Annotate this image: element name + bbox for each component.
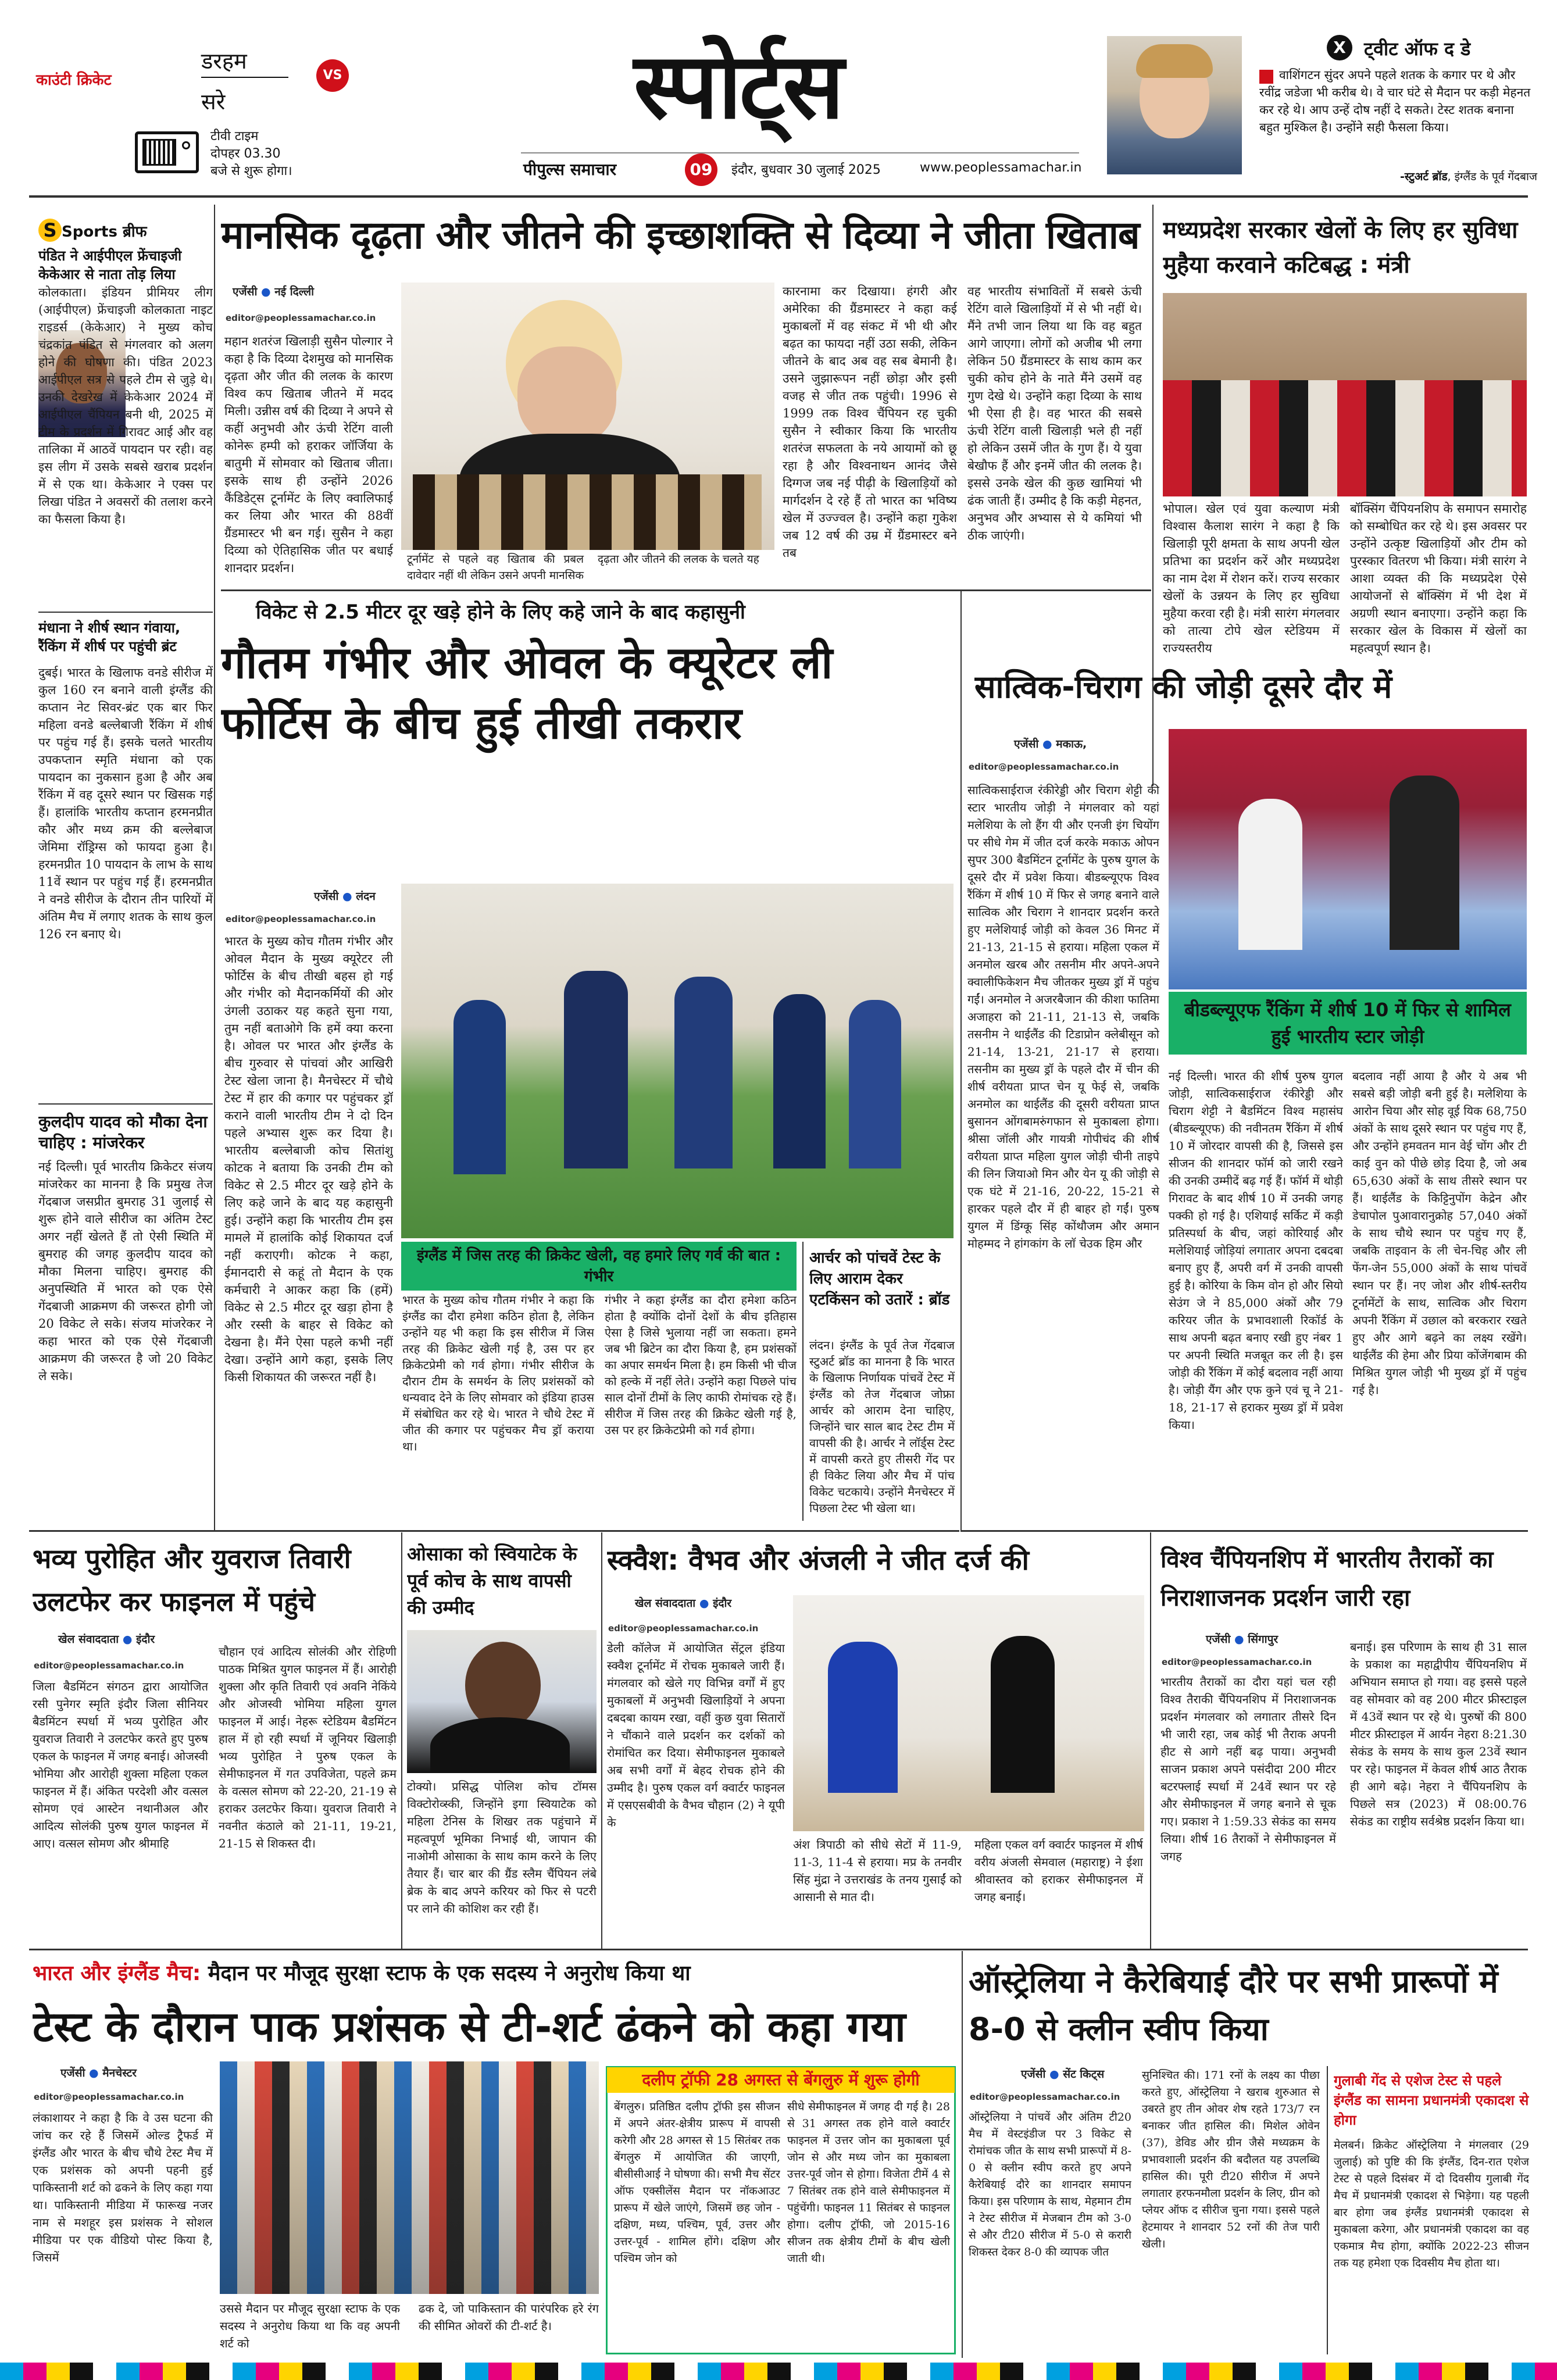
divya-column-3: वह भारतीय संभावितों में सबसे ऊंची रेटिंग वाले खिलाड़ियों में से भी नहीं थे। मैंने तभी जान लिया था कि वह बहुत आगे जाएगा। लोगों को अजीब भी लगा लेकिन 50 ग्रैंडमास्टर के साथ काम कर चुकी कोच होने के नाते मैंने उसमें वह गुण देखे थे। उन्होंने कहा दिव्या के साथ भी ऐसा ही है। वह भारत की सबसे ऊंची रेटिंग वाली खिलाड़ी भले ही नहीं हो लेकिन उसमें जीत के गुण हैं। ये युवा बेखौफ हैं और इनमें जीत की ललक है। इससे उनके खेल की कुछ खामियां भी ढंक जाती हैं। उम्मीद है कि कड़ी मेहनत, अनुभव और अभ्यास से ये कमियां भी ठीक जाएंगी। — [967, 284, 1142, 542]
brief-text-1: कोलकाता। इंडियन प्रीमियर लीग (आईपीएल) फ्रेंचाइजी कोलकाता नाइट राइडर्स (केकेआर) ने मुख्य कोच चंद्रकांत पंडित से मंगलवार को अलग होने की घोषणा की। पंडित 2023 आईपीएल सत्र से पहले टीम से जुड़े थे। उनकी देखरेख में केकेआर 2024 में आईपीएल चैंपियन बनी थी, 2025 में टीम के प्रदर्शन में गिरावट आई और वह तालिका में आठवें पायदान पर रही। वह इस लीग में उसके सबसे खराब प्रदर्शन में से एक था। केकेआर ने एक्स पर लिखा पंडित ने अवसरों की तलाश करने का फैसला किया है। — [38, 285, 213, 526]
dateline: इंदौर, बुधवार 30 जुलाई 2025 — [731, 163, 881, 177]
tshirt-byline-place: मैनचेस्टर — [102, 2067, 137, 2079]
gambhir-quote-column-2: गंभीर ने कहा इंग्लैंड का दौरा हमेशा कठिन होता है क्योंकि दोनों देशों के बीच इतिहास ऐसा है जिसे भुलाया नहीं जा सकता। हमने जब भी ब्रिटेन का दौरा किया है, हम प्रशंसकों का अपार समर्थन मिला है। हम किसी भी चीज को हल्के में नहीं लेते। उन्होंने कहा पिछले पांच साल दोनों टीमों के लिए काफी रोमांचक रहे हैं। सीरीज में जिस तरह की क्रिकेट खेली गई है, उस पर हर क्रिकेटप्रेमी को गर्व होगा। — [605, 1293, 797, 1437]
section-title: स्पोर्ट्स — [634, 33, 842, 139]
westindies-email: editor@peoplessamachar.co.in — [970, 2092, 1120, 2102]
county-cricket-label: काउंटी क्रिकेट — [36, 72, 112, 89]
divya-caption: टूर्नामेंट से पहले वह खिताब की प्रबल दावेदार नहीं थी लेकिन उसने अपनी मानसिक दृढ़ता और जीतने की ललक के चलते यह — [407, 553, 759, 582]
satwik-divider — [960, 591, 962, 1530]
squash-email: editor@peoplessamachar.co.in — [608, 1623, 759, 1634]
masthead-bar — [521, 152, 1079, 153]
badminton-column-1: जिला बैडमिंटन संगठन द्वारा आयोजित रसी पुनेगर स्मृति इंदौर जिला सीनियर बैडमिंटन स्पर्धा में भव्य पुरोहित और युवराज तिवारी ने उलटफेर करते हुए पुरुष एकल के फाइनल में जगह बनाई। ओजस्वी भोमिया और आरोही शुक्ला महिला एकल फाइनल में हैं। अंकित परदेशी और वत्सल सोमण एवं आस्टेन नथानीअल और आदित्य सोलंकी पुरुष युगल फाइनल में आए। वत्सल सोमण और श्रीमाहि — [33, 1679, 208, 1850]
osaka-divider — [601, 1532, 602, 1949]
team-divider — [201, 77, 288, 78]
badminton-headline: भव्य पुरोहित और युवराज तिवारी उलटफेर कर फाइनल में पहुंचे — [33, 1543, 351, 1617]
color-registration-bar — [0, 2363, 1557, 2380]
mp-headline: मध्यप्रदेश सरकार खेलों के लिए हर सुविधा मुहैया करवाने कटिबद्ध : मंत्री — [1163, 217, 1518, 278]
tv-time-line-1: टीवी टाइम — [210, 129, 259, 144]
satwik-column-1: सात्विकसाईराज रंकीरेड्डी और चिराग शेट्टी की स्टार भारतीय जोड़ी ने मंगलवार को यहां मलेशिया के लो हैंग यी और एनजी इंग चियोंग पर सीधे गेम में जीत दर्ज करके मकाऊ ओपन सुपर 300 बैडमिंटन टूर्नामेंट के पुरुष युगल के दूसरे दौर में प्रवेश किया। बीडब्ल्यूएफ विश्व रैंकिंग में शीर्ष 10 में फिर से जगह बनाने वाले सात्विक और चिराग ने शानदार प्रदर्शन करते हुए मलेशियाई जोड़ी को केवल 36 मिनट में 21-13, 21-15 से हराया। महिला एकल में अनमोल खरब और तसनीम मीर अपने-अपने क्वालीफिकेशन मैच जीतकर मुख्य ड्रॉ में पहुंच गईं। अनमोल ने अजरबैजान की कीशा फातिमा अजाहरा को 21-11, 21-13 से, जबकि तसनीम ने थाईलैंड की टिडाप्रोन क्लेबीसून को 21-14, 13-21, 21-17 से हराया। तसनीम का मुख्य ड्रॉ के पहले दौर में चीन की शीर्ष वरीयता प्राप्त चेन यू फेई से, जबकि अनमोल का थाईलैंड की दूसरी वरीयता प्राप्त बुसानन ओंगबामरुंगफान से मुकाबला होगा। श्रीसा जॉली और गायत्री गोपीचंद की शीर्ष वरीयता प्राप्त महिला युगल जोड़ी चीनी ताइपे की लिन जियाओ मिन और येन यू की जोड़ी से एक घंटे में 21-16, 20-22, 15-21 से हारकर पहले दौर में ही बाहर हो गईं। पुरुष युगल में डिंग्कू सिंह कोंथौजम और अमान मोहम्मद ने हांगकांग के लाॅ चेउक हिम और — [967, 783, 1159, 1250]
badminton-byline-agency: खेल संवाददाता — [58, 1633, 119, 1646]
sports-brief — [29, 205, 213, 1530]
x-logo-icon: X — [1327, 35, 1352, 60]
satwik-headline: सात्विक-चिराग की जोड़ी दूसरे दौर में — [974, 669, 1392, 705]
squash-column-3: महिला एकल वर्ग क्वार्टर फाइनल में शीर्ष वरीय अंजली सेमवाल (महाराष्ट्र) ने ईशा श्रीवास्तव को हराकर सेमीफाइनल में जगह बनाई। — [974, 1838, 1143, 1904]
satwik-column-2: नई दिल्ली। भारत की शीर्ष पुरुष युगल जोड़ी, सात्विकसाईराज रंकीरेड्डी और चिराग शेट्टी ने बैडमिंटन विश्व महासंघ (बीडब्ल्यूएफ) की नवीनतम रैंकिंग में शीर्ष 10 में जोरदार वापसी की है, जिससे इस सीजन की शानदार फॉर्म को जारी रखने की उनकी उम्मीदें बढ़ गई हैं। फॉर्म में थोड़ी गिरावट के बाद शीर्ष 10 में उनकी जगह पक्की हो गई है। एशियाई सर्किट में कड़ी प्रतिस्पर्धा के बीच, जहां कोरियाई और मलेशियाई जोड़ियां लगातार अपना दबदबा बनाए हुए हैं, अपरी वर्ग में उनकी वापसी हुई है। कोरिया के किम वोन हो और सियो सेउंग जे ने 85,000 अंकों और 79 करियर जीत के प्रभावशाली रिकॉर्ड के साथ अपनी बढ़त बनाए रखी हुए नंबर 1 पर अपनी स्थिति मजबूत कर ली है। इस जोड़ी की रैंकिंग में कोई बदलाव नहीं आया है। जोड़ी यैंग और एफ कुने एवं चू ने 21-18, 21-17 से हराकर मुख्य ड्रॉ में प्रवेश किया। — [1169, 1069, 1343, 1432]
tv-time-line-2: दोपहर 03.30 — [210, 146, 281, 161]
westindies-byline-place: सेंट किट्स — [1063, 2068, 1105, 2081]
squash-divider — [1150, 1532, 1151, 1949]
tshirt-kicker-rest: मैदान पर मौजूद सुरक्षा स्टाफ के एक सदस्य ने अनुरोध किया था — [208, 1961, 691, 1985]
swim-byline-place: सिंगापुर — [1248, 1633, 1279, 1646]
brief-tag-text: Sports ब्रीफ — [62, 223, 147, 241]
divya-email: editor@peoplessamachar.co.in — [226, 313, 376, 323]
tshirt-kicker — [33, 1958, 691, 1986]
westindies-byline-agency: एजेंसी — [1021, 2068, 1046, 2081]
gambhir-column-1: भारत के मुख्य कोच गौतम गंभीर और ओवल मैदान के मुख्य क्यूरेटर ली फोर्टिस के बीच तीखी बहस हो गई और गंभीर को मैदानकर्मियों की ओर उंगली उठाकर यह कहते सुना गया, तुम नहीं बताओगे कि हमें क्या करना है। ओवल पर भारत और इंग्लैंड के बीच गुरुवार से पांचवां और आखिरी टेस्ट खेला जाना है। मैनचेस्टर में चौथे टेस्ट में हार की कगार पर पहुंचकर ड्रॉ कराने वाली भारतीय टीम ने दो दिन पहले अभ्यास शुरू कर दिया है। भारतीय बल्लेबाजी कोच सितांशु कोटक ने बताया कि उनकी टीम को विकेट से 2.5 मीटर दूर खड़े होने के लिए कहे जाने के बाद यह कहासुनी हुई। उन्होंने कहा कि भारतीय टीम इस मामले में हालांकि कोई शिकायत दर्ज नहीं कराएगी। कोटक ने कहा, ईमानदारी से कहूं तो मैदान के एक कर्मचारी ने आकर कहा कि (हमें) विकेट से 2.5 मीटर दूर खड़ा होना है और रस्सी के बाहर से विकेट को देखना है। मैंने ऐसा पहले कभी नहीं देखा। उन्होंने आगे कहा, इसके लिए किसी शिकायत की जरूरत नहीं है। — [224, 934, 393, 1384]
tshirt-column-2: उससे मैदान पर मौजूद सुरक्षा स्टाफ के एक सदस्य ने अनुरोध किया था कि वह अपनी शर्ट को — [220, 2302, 400, 2350]
duleep-column-1: बेंगलुरु। प्रतिष्ठित दलीप ट्रॉफी इस सीजन में अपने अंतर-क्षेत्रीय प्रारूप में वापसी करेगी और 28 अगस्त से 15 सितंबर तक बेंगलुरु में आयोजित की जाएगी, बीसीसीआई ने घोषणा की। सभी मैच सेंटर ऑफ एक्सीलेंस मैदान पर नॉकआउट प्रारूप में खेले जाएंगे, जिसमें छह जोन - दक्षिण, मध्य, पश्चिम, पूर्व, उत्तर और उत्तर-पूर्व - शामिल होंगे। दक्षिण और पश्चिम जोन को — [614, 2100, 780, 2265]
westindies-side-divider — [1327, 2066, 1328, 2354]
tv-icon — [135, 131, 199, 173]
brief-text-2: दुबई। भारत के खिलाफ वनडे सीरीज में कुल 160 रन बनाने वाली इंग्लैंड की कप्तान नेट सिवर-ब्रंट एक बार फिर महिला वनडे बल्लेबाजी रैंकिंग में शीर्ष पर पहुंच गई हैं। इसके चलते भारतीय उपकप्तान स्मृति मंधाना को एक पायदान का नुकसान हुआ है और अब रैंकिंग में वह दूसरे स्थान पर खिसक गई हैं। हालांकि भारतीय कप्तान हरमनप्रीत कौर और मध्य क्रम की बल्लेबाज जेमिमा रॉड्रिग्स को फायदा हुआ है। हरमनप्रीत 10 पायदान के लाभ के साथ 11वें स्थान पर पहुंच गई हैं। हरमनप्रीत ने वनडे सीरीज के दौरान तीन पारियों में अंतिम मैच में लगाए शतक के साथ कुल 126 रन बनाए थे। — [38, 666, 213, 941]
tshirt-headline: टेस्ट के दौरान पाक प्रशंसक से टी-शर्ट ढंकने को कहा गया — [33, 2002, 906, 2051]
squash-byline-agency: खेल संवाददाता — [635, 1597, 696, 1610]
tv-time-line-3: बजे से शुरू होगा। — [210, 164, 292, 178]
satwik-photo — [1169, 729, 1527, 989]
brief-rule-2 — [38, 1103, 213, 1105]
westindies-headline: ऑस्ट्रेलिया ने कैरेबियाई दौरे पर सभी प्रारूपों में 8-0 से क्लीन स्वीप किया — [969, 1963, 1498, 2047]
tweet-of-the-day-label: ट्वीट ऑफ द डे — [1364, 38, 1471, 60]
website: www.peoplessamachar.in — [920, 160, 1082, 175]
swim-email: editor@peoplessamachar.co.in — [1162, 1657, 1312, 1667]
brief-tag — [38, 219, 147, 242]
divya-rule — [221, 589, 1151, 591]
gambhir-byline: एजेंसी ● लंदन — [314, 890, 376, 903]
satwik-subhead: बीडब्ल्यूएफ रैंकिंग में शीर्ष 10 में फिर से शामिल हुई भारतीय स्टार जोड़ी — [1169, 992, 1527, 1055]
tweet-author-role: , इंग्लैंड के पूर्व गेंदबाज — [1447, 170, 1537, 183]
divya-byline: एजेंसी ● नई दिल्ली — [233, 285, 315, 298]
brief-headline-3: कुलदीप यादव को मौका देना चाहिए : मांजरेकर — [38, 1112, 208, 1152]
squash-headline: स्क्वैश: वैभव और अंजली ने जीत दर्ज की — [607, 1544, 1029, 1577]
page-number-text: 09 — [690, 160, 713, 179]
westindies-byline: एजेंसी ● सेंट किट्स — [1021, 2068, 1105, 2081]
osaka-headline: ओसाका को स्वियाटेक के पूर्व कोच के साथ वापसी की उम्मीद — [407, 1543, 577, 1618]
satwik-byline-place: मकाऊ, — [1056, 738, 1087, 751]
brief-s-icon: S — [38, 219, 62, 242]
mp-column-1: भोपाल। खेल एवं युवा कल्याण मंत्री विश्वास कैलाश सारंग ने कहा है कि खिलाड़ी पूरी क्षमता के साथ अपनी खेल प्रतिभा का प्रदर्शन करें और मध्यप्रदेश का नाम देश में रोशन करें। राज्य सरकार खेलों के उन्नयन के लिए हर सुविधा मुहैया करवा रही है। मंत्री सारंग मंगलवार को तात्या टोपे खेल स्टेडियम में राज्यस्तरीय — [1163, 502, 1340, 655]
badminton-byline-place: इंदौर — [136, 1633, 155, 1646]
divya-byline-agency: एजेंसी — [233, 285, 258, 298]
tshirt-column-1: लंकाशायर ने कहा है कि वे उस घटना की जांच कर रहे हैं जिसमें ओल्ड ट्रैफर्ड में इंग्लैंड और भारत के बीच चौथे टेस्ट मैच में एक प्रशंसक को अपनी पहनी हुई पाकिस्तानी शर्ट को ढकने के लिए कहा गया था। पाकिस्तानी मीडिया में फारूख नजर नाम से मशहूर इस प्रशंसक ने सोशल मीडिया पर एक वीडियो पोस्ट किया है, जिसमें — [33, 2111, 213, 2264]
gambhir-photo — [401, 884, 954, 1238]
westindies-column-2: सुनिश्चित की। 171 रनों के लक्ष्य का पीछा करते हुए, ऑस्ट्रेलिया ने खराब शुरुआत से उबरते हुए तीन ओवर शेष रहते 173/7 रन बनाकर जीत हासिल की। मिशेल ओवेन (37), डेविड और ग्रीन जैसे मध्यक्रम के प्रभावशाली प्रदर्शन की बदौलत यह उपलब्धि हासिल की। पूरी टी20 सीरीज में अपने लगातार हरफनमौला प्रदर्शन के लिए, ग्रीन को प्लेयर ऑफ द सीरीज चुना गया। इससे पहले हेटमायर ने शानदार 52 रनों की तेज पारी खेली। — [1142, 2069, 1320, 2250]
tshirt-kicker-red: भारत और इंग्लैंड मैच: — [33, 1961, 201, 1985]
mp-photo — [1163, 293, 1527, 496]
tshirt-email: editor@peoplessamachar.co.in — [34, 2092, 184, 2102]
satwik-byline: एजेंसी ● मकाऊ, — [1014, 738, 1087, 751]
westindies-column-1: ऑस्ट्रेलिया ने पांचवें और अंतिम टी20 मैच में वेस्टइंडीज पर 3 विकेट से रोमांचक जीत के साथ सभी प्रारूपों में 8-0 से क्लीन स्वीप करते हुए अपने कैरेबियाई दौरे का शानदार समापन किया। इस परिणाम के साथ, मेहमान टीम ने टेस्ट सीरीज में मेजबान टीम को 3-0 से और टी20 सीरीज में 5-0 से करारी शिकस्त देकर 8-0 की व्यापक जीत — [969, 2111, 1131, 2259]
divya-photo — [401, 283, 774, 550]
gambhir-headline: गौतम गंभीर और ओवल के क्यूरेटर ली फोर्टिस के बीच हुई तीखी तकरार — [221, 637, 833, 749]
gambhir-bottom-rule — [29, 1530, 959, 1532]
swim-byline: एजेंसी ● सिंगापुर — [1206, 1633, 1279, 1646]
swim-column-2: बनाई। इस परिणाम के साथ ही 31 साल के प्रकाश का महाद्वीपीय चैंपियनशिप में अभियान समाप्त हो गया। वह इससे पहले वह सोमवार को वह 200 मीटर फ्रीस्टाइल में 43वें स्थान पर रहे थे। पुरुषों की 800 मीटर फ्रीस्टाइल में आर्यन नेहरा 8:21.30 सेकंड के समय के साथ कुल 23वें स्थान पर रहे। फाइनल में केवल शीर्ष आठ तैराक ही आगे बढ़े। नेहरा ने चैंपियनशिप के पिछले सत्र (2023) में 08:00.76 सेकंड का राष्ट्रीय सर्वश्रेष्ठ प्रदर्शन किया था। — [1350, 1640, 1527, 1828]
vs-badge — [316, 59, 349, 92]
brief-text-3: नई दिल्ली। पूर्व भारतीय क्रिकेटर संजय मांजरेकर का मानना है कि प्रमुख तेज गेंदबाज जसप्रीत बुमराह 31 जुलाई से शुरू होने वाले सीरीज का अंतिम टेस्ट अगर नहीं खेलते हैं तो ऐसी स्थिति में बुमराह की जगह कुलदीप यादव को मौका मिलना चाहिए। बुमराह की अनुपस्थिति में भारत को एक ऐसे गेंदबाजी आक्रमण की जरूरत होगी जो 20 विकेट ले सके। संजय मांजरेकर ने कहा भारत को एक ऐसे गेंदबाजी आक्रमण की जरूरत है जो 20 विकेट ले सके। — [38, 1160, 213, 1383]
archer-headline: आर्चर को पांचवें टेस्ट के लिए आराम देकर एटकिंसन को उतारें : ब्रॉड — [809, 1249, 950, 1309]
satwik-byline-agency: एजेंसी — [1014, 738, 1039, 751]
osaka-text: टोक्यो। प्रसिद्ध पोलिश कोच टॉमस विक्टोरोव्स्की, जिन्होंने इगा स्वियाटेक को महिला टेनिस के शिखर तक पहुंचाने में महत्वपूर्ण भूमिका निभाई थी, जापान की नाओमी ओसाका के साथ काम करने के लिए तैयार हैं। चार बार की ग्रैंड स्लैम चैंपियन लंबे ब्रेक के बाद अपने करियर को फिर से पटरी पर लाने की कोशिश कर रही हैं। — [407, 1779, 597, 1916]
tweet-author: -स्टुअर्ट ब्रॉड — [1399, 170, 1448, 183]
westindies-side-text: मेलबर्न। क्रिकेट ऑस्ट्रेलिया ने मंगलवार (29 जुलाई) को पुष्टि की कि इंग्लैंड, दिन-रात एशेज टेस्ट से पहले दिसंबर में दो दिवसीय गुलाबी गेंद मैच में प्रधानमंत्री एकादश से भिड़ेगा। यह पहली बार होगा जब इंग्लैंड प्रधानमंत्री एकादश से मुकाबला करेगा, और प्रधानमंत्री एकादश का वह एकमात्र मैच होगा, क्योंकि 2022-23 सीजन तक यह हमेशा एक दिवसीय मैच होता था। — [1334, 2139, 1529, 2270]
team-2: सरे — [201, 89, 226, 115]
page-header — [0, 0, 1557, 198]
brief-divider — [214, 205, 215, 1530]
squash-byline-place: इंदौर — [713, 1597, 732, 1610]
bottom-divider — [962, 1951, 963, 2358]
swim-column-1: भारतीय तैराकों का दौरा यहां चल रही विश्व तैराकी चैंपियनशिप में निराशाजनक प्रदर्शन मंगलवार को लगातार तीसरे दिन भी जारी रहा, जब कोई भी तैराक अपनी हीट से आगे नहीं बढ़ पाया। अनुभवी साजन प्रकाश अपने पसंदीदा 200 मीटर बटरफ्लाई स्पर्धा में 24वें स्थान पर रहे और सेमीफाइनल में जगह बनाने से चूक गए। प्रकाश ने 1:59.33 सेकंड का समय लिया। शीर्ष 16 तैराकों ने सेमीफाइनल में जगह — [1160, 1675, 1336, 1863]
gambhir-kicker: विकेट से 2.5 मीटर दूर खड़े होने के लिए कहे जाने के बाद कहासुनी — [256, 601, 745, 624]
gambhir-byline-place: लंदन — [356, 890, 376, 903]
page-number — [685, 153, 717, 186]
header-rule — [29, 195, 1528, 198]
tshirt-column-3: ढक दे, जो पाकिस्तान की पारंपरिक हरे रंग की सीमित ओवरों की टी-शर्ट है। — [419, 2302, 599, 2333]
mp-column-2: बॉक्सिंग चैंपियनशिप के समापन समारोह को सम्बोधित कर रहे थे। इस अवसर पर उन्होंने उत्कृष्ट खिलाड़ियों और टीम को पुरस्कार वितरण भी किया। मंत्री सारंग ने आशा व्यक्त की कि मध्यप्रदेश ऐसे आयोजनों से बॉक्सिंग में भी देश में अग्रणी स्थान बनाएगा। उन्होंने कहा कि सरकार खेल के विकास में खेलों का महत्वपूर्ण स्थान है। — [1350, 502, 1527, 655]
gambhir-email: editor@peoplessamachar.co.in — [226, 914, 376, 924]
swim-headline: विश्व चैंपियनशिप में भारतीय तैराकों का निराशाजनक प्रदर्शन जारी रहा — [1160, 1546, 1494, 1611]
badminton-divider — [401, 1532, 402, 1949]
vs-text: VS — [323, 68, 342, 83]
paper-name: पीपुल्स समाचार — [523, 160, 617, 179]
tshirt-photo — [220, 2061, 599, 2294]
divya-column-1: महान शतरंज खिलाड़ी सुसैन पोल्गार ने कहा है कि दिव्या देशमुख को मानसिक दृढ़ता और जीत की ललक के कारण विश्व कप खिताब जीतने में मदद मिली। उन्नीस वर्ष की दिव्या ने अपने से कहीं अनुभवी और ऊंची रेटिंग वाली कोनेरू हम्पी को हराकर जॉर्जिया के बातुमी में सोमवार को खिताब जीता। इसके साथ ही उन्होंने 2026 कैंडिडेट्स टूर्नामेंट के लिए क्वालिफाई कर लिया और भारत की 88वीं ग्रैंडमास्टर भी बन गई। सुसैन ने कहा दिव्या को ऐतिहासिक जीत पर बधाई शानदार प्रदर्शन। — [224, 334, 393, 575]
gambhir-quote-title: इंग्लैंड में जिस तरह की क्रिकेट खेली, वह हमारे लिए गर्व की बात : गंभीर — [401, 1242, 797, 1291]
squash-photo — [793, 1595, 1144, 1831]
duleep-column-2: सीधे सेमीफाइनल में जगह दी गई है। 28 से 31 अगस्त तक होने वाले क्वार्टर फाइनल में उत्तर जोन का मुकाबला पूर्व जोन से और मध्य जोन का मुकाबला उत्तर-पूर्व जोन से होगा। विजेता टीमें 4 से 7 सितंबर तक होने वाले सेमीफाइनल में पहुंचेंगी। फाइनल 11 सितंबर से फाइनल होगा। दलीप ट्रॉफी, जो 2015-16 सीजन तक क्षेत्रीय टीमों के बीच खेली जाती थी। — [787, 2100, 950, 2265]
badminton-byline: खेल संवाददाता ● इंदौर — [58, 1633, 155, 1646]
brief-headline-1: पंडित ने आईपीएल फ्रेंचाइजी केकेआर से नाता तोड़ लिया — [38, 248, 182, 283]
divya-column-2: कारनामा कर दिखाया। हंगरी और अमेरिका की ग्रैंडमास्टर ने कहा कई मुकाबलों में वह संकट में भी थी और बढ़त का फायदा नहीं उठा सकी, लेकिन जीतने के बाद अब वह सब बेमानी है। उसने जुझारूपन नहीं छोड़ा और इसी वजह से जीत तक पहुंची। 1996 से 1999 तक विश्व चैंपियन रह चुकी सुसैन ने स्वीकार किया कि भारतीय शतरंज सफलता के नये आयामों को छू रहा है और विश्वनाथन आनंद जैसे दिग्गज जब नई पीढ़ी के खिलाड़ियों को मार्गदर्शन दे रहे हैं तो भारत का भविष्य खेल में उज्ज्वल है। उन्होंने कहा गुकेश जब 12 वर्ष की उम्र में ग्रैंडमास्टर बने तब — [783, 284, 957, 560]
archer-text: लंदन। इंग्लैंड के पूर्व तेज गेंदबाज स्टुअर्ट ब्रॉड का मानना है कि भारत के खिलाफ निर्णायक पांचवें टेस्ट में इंग्लैंड को तेज गेंदबाज जोफ्रा आर्चर को आराम देना चाहिए, जिन्होंने चार साल बाद टेस्ट टीम में वापसी की है। आर्चर ने लॉर्ड्स टेस्ट में वापसी करते हुए तीसरी गेंद पर ही विकेट लिया और मैच में पांच विकेट चटकाये। उन्होंने मैनचेस्टर में पिछला टेस्ट भी खेला था। — [809, 1338, 955, 1515]
swim-byline-agency: एजेंसी — [1206, 1633, 1231, 1646]
brief-headline-2: मंधाना ने शीर्ष स्थान गंवाया, रैंकिंग में शीर्ष पर पहुंची ब्रंट — [38, 620, 181, 655]
brief-rule-1 — [38, 612, 213, 613]
duleep-headline: दलीप ट्रॉफी 28 अगस्त से बेंगलुरु में शुरू होगी — [607, 2067, 955, 2093]
westindies-side-headline: गुलाबी गेंद से एशेज टेस्ट से पहले इंग्लैंड का सामना प्रधानमंत्री एकादश से होगा — [1334, 2072, 1529, 2128]
badminton-column-2: चौहान एवं आदित्य सोलंकी और रोहिणी पाठक मिश्रित युगल फाइनल में हैं। आरोही शुक्ला और कृति तिवारी एवं अवनि नेकिंये और ओजस्वी भोमिया महिला युगल फाइनल में आई। नेहरू स्टेडियम बैडमिंटन हाल में हो रही स्पर्धा में जूनियर खिलाड़ी भव्य पुरोहित ने पुरुष एकल के सेमीफाइनल में गत उपविजेता, पहले क्रम के वत्सल सोमण को 22-20, 21-19 से हराकर उलटफेर किया। युवराज तिवारी ने नवनीत कंठाले को 21-11, 19-21, 21-15 से शिकस्त दी। — [219, 1645, 397, 1850]
divya-headline: मानसिक दृढ़ता और जीतने की इच्छाशक्ति से दिव्या ने जीता खिताब — [221, 213, 1140, 258]
tshirt-byline: एजेंसी ● मैनचेस्टर — [60, 2067, 137, 2079]
squash-column-1: डेली कॉलेज में आयोजित सेंट्रल इंडिया स्क्वैश टूर्नामेंट में रोचक मुकाबले जारी हैं। मंगलवार को खेले गए विभिन्न वर्गों में हुए मुकाबलों में अनुभवी खिलाड़ियों ने अपना दबदबा कायम रखा, वहीं कुछ युवा सितारों ने चौंकाने वाले प्रदर्शन कर दर्शकों को रोमांचित कर दिया। सेमीफाइनल मुकाबले अब सभी वर्गों में बेहद रोचक होने की उम्मीद है। पुरुष एकल वर्ग क्वार्टर फाइनल में एसएसबीवी के वैभव चौहान (2) ने यूपी के — [607, 1641, 785, 1829]
satwik-bottom-rule — [960, 1530, 1528, 1532]
badminton-email: editor@peoplessamachar.co.in — [34, 1660, 184, 1671]
row3-bottom-rule — [29, 1949, 1528, 1950]
archer-divider — [802, 1242, 804, 1521]
divya-byline-place: नई दिल्ली — [274, 285, 315, 298]
team-1: डरहम — [201, 48, 247, 74]
gambhir-quote-column-1: भारत के मुख्य कोच गौतम गंभीर ने कहा कि इंग्लैंड का दौरा हमेशा कठिन होता है, लेकिन उन्होंने यह भी कहा कि इस सीरीज में जिस तरह की क्रिकेट खेली गई है, उस पर हर क्रिकेटप्रेमी को गर्व होगा। गंभीर सीरीज के दौरान टीम के समर्थन के लिए प्रशंसकों को धन्यवाद देने के लिए सोमवार को इंडिया हाउस में संबोधित कर रहे थे। भारत ने चौथे टेस्ट में जीत की कगार पर पहुंचकर मैच ड्रॉ कराया था। — [402, 1293, 594, 1453]
tshirt-byline-agency: एजेंसी — [60, 2067, 85, 2079]
tweet-author-photo — [1107, 36, 1242, 174]
squash-column-2: अंश त्रिपाठी को सीधे सेटों में 11-9, 11-3, 11-4 से हराया। मप्र के तनवीर सिंह मुंद्रा ने उत्तराखंड के तनय गुसाईं को आसानी से मात दी। — [793, 1838, 962, 1904]
gambhir-byline-agency: एजेंसी — [314, 890, 339, 903]
tweet-attribution — [1259, 169, 1537, 184]
satwik-email: editor@peoplessamachar.co.in — [969, 762, 1119, 772]
osaka-photo — [407, 1630, 597, 1773]
tweet-text: वाशिंगटन सुंदर अपने पहले शतक के कगार पर थे और रवींद्र जडेजा भी करीब थे। वे चार घंटे से मैदान पर कड़ी मेहनत कर रहे थे। आप उन्हें दोष नहीं दे सकते। टेस्ट शतक बनाना बहुत मुश्किल है। उन्होंने सही फैसला किया। — [1259, 68, 1531, 134]
satwik-column-3: बदलाव नहीं आया है और ये अब भी सबसे बड़ी जोड़ी बनी हुई है। मलेशिया के आरोन चिया और सोह वूई यिक 68,750 अंकों के साथ दूसरे स्थान पर पहुंच गए हैं, और उन्होंने हमवतन मान वेई चोंग और टी काई वुन को पीछे छोड़ दिया है, जो अब 65,630 अंकों के साथ तीसरे स्थान पर हैं। थाईलैंड के किट्टिनुपोंग केद्रेन और डेचापोल पुआवारानुक्रोह 57,040 अंकों के साथ चौथे स्थान पर पहुंच गए हैं, जबकि ताइवान के ली चेन-चिह और ली फेंग-जेन 55,000 अंकों के साथ पांचवें स्थान पर हैं। नए जोश और शीर्ष-स्तरीय टूर्नामेंटों के साथ, सात्विक और चिराग अपनी रैंकिंग में उछाल को बरकरार रखते हुए और आगे बढ़ने का लक्ष्य रखेंगे। थाईलैंड की हेमा और प्रिया कोंजेंगबाम की मिश्रित युगल जोड़ी भी मुख्य ड्रॉ में पहुंच गई है। — [1352, 1069, 1527, 1397]
squash-byline: खेल संवाददाता ● इंदौर — [635, 1597, 732, 1610]
